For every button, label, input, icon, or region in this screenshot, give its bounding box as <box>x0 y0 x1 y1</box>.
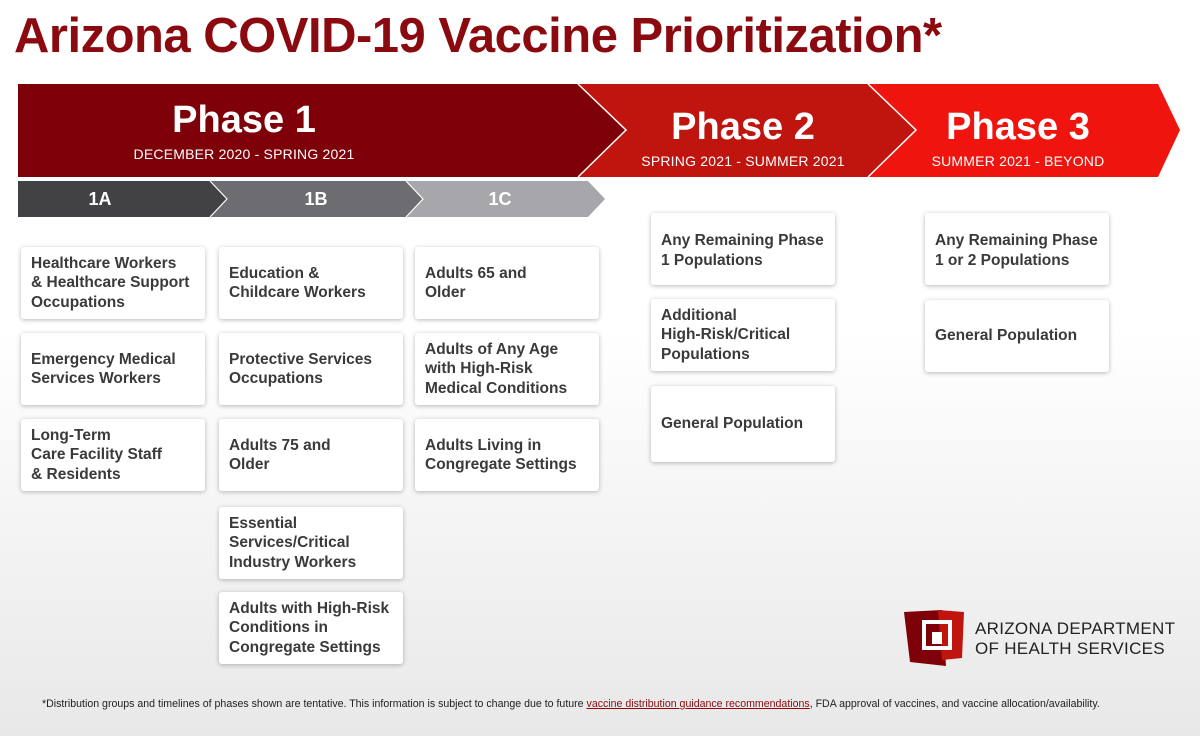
population-card <box>219 507 403 579</box>
card-text: Protective Services Occupations <box>229 350 373 387</box>
card-text: Education & Childcare Workers <box>229 264 366 301</box>
phase3-dates: SUMMER 2021 - BEYOND <box>931 153 1105 169</box>
card-text: Emergency Medical Services Workers <box>31 350 176 387</box>
card-text: Adults of Any Age with High-Risk Medical Conditions <box>425 340 568 397</box>
card-text: Adults 65 and Older <box>425 264 527 301</box>
footnote-text: *Distribution groups and timelines of phases shown are tentative. This information is subject to change due to future <box>42 698 587 710</box>
card-text: Adults Living in Congregate Settings <box>425 436 577 473</box>
population-card <box>21 333 205 405</box>
phase2-name: Phase 2 <box>671 106 815 148</box>
population-card <box>925 300 1109 372</box>
population-card <box>21 419 205 491</box>
footnote <box>42 698 1100 710</box>
subphase-1b-label: 1B <box>304 189 328 209</box>
footnote-text-end: , FDA approval of vaccines, and vaccine allocation/availability. <box>809 698 1100 710</box>
guidance-link[interactable]: vaccine distribution guidance recommendations <box>586 698 810 710</box>
population-card <box>219 592 403 664</box>
population-card <box>219 247 403 319</box>
card-text: Long-Term Care Facility Staff & Residents <box>31 426 162 483</box>
card-text: Any Remaining Phase 1 Populations <box>661 232 824 269</box>
population-card <box>925 213 1109 285</box>
population-card <box>651 213 835 285</box>
phase1-dates: DECEMBER 2020 - SPRING 2021 <box>133 146 355 162</box>
population-card <box>415 333 599 405</box>
card-text: Additional High-Risk/Critical Populations <box>661 306 791 363</box>
population-card <box>415 247 599 319</box>
population-card <box>415 419 599 491</box>
population-card <box>219 333 403 405</box>
population-card <box>219 419 403 491</box>
phase1-label <box>94 100 394 162</box>
card-text: Any Remaining Phase 1 or 2 Populations <box>935 232 1098 269</box>
subphase-1a-label: 1A <box>88 189 112 209</box>
organization-name: ARIZONA DEPARTMENT OF HEALTH SERVICES <box>975 619 1176 658</box>
card-text: Essential Services/Critical Industry Workers <box>229 514 357 571</box>
card-text: Healthcare Workers & Healthcare Support Occupations <box>31 254 190 311</box>
phase2-label <box>618 107 868 169</box>
card-text: General Population <box>661 415 804 433</box>
card-text: Adults with High-Risk Conditions in Congregate Settings <box>229 599 390 656</box>
population-card <box>651 386 835 462</box>
card-text: Adults 75 and Older <box>229 436 331 473</box>
phase3-name: Phase 3 <box>946 106 1090 148</box>
adhs-logo-icon <box>902 608 966 668</box>
phase2-dates: SPRING 2021 - SUMMER 2021 <box>641 153 845 169</box>
subphase-1c-label: 1C <box>488 189 512 209</box>
population-card <box>651 299 835 371</box>
phase3-label <box>893 107 1143 169</box>
population-card <box>21 247 205 319</box>
page-title: Arizona COVID-19 Vaccine Prioritization* <box>14 9 942 63</box>
card-text: General Population <box>935 327 1078 345</box>
phase1-name: Phase 1 <box>172 99 316 141</box>
